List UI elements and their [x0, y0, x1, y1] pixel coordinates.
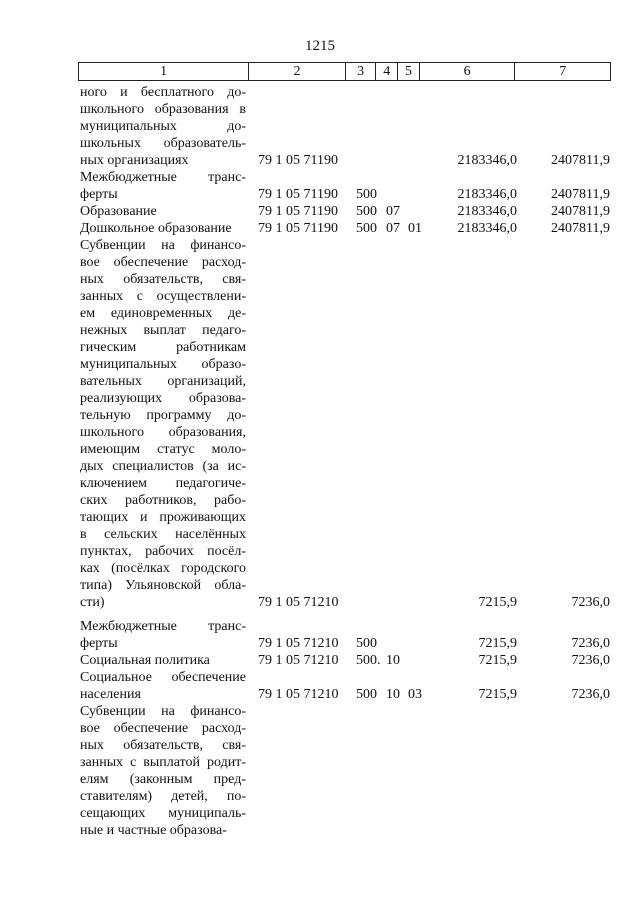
description-line: дых специалистов (за ис- — [80, 459, 246, 474]
expense-type: 500 — [356, 204, 377, 219]
description-line: школьного образования в — [80, 102, 246, 117]
description-line: тельную программу до- — [80, 408, 246, 423]
description-line: сещающих муниципаль- — [80, 806, 246, 821]
description-line: в сельских населённых — [80, 527, 246, 542]
column-header-5: 5 — [398, 63, 420, 81]
row-description — [80, 203, 246, 220]
row-description — [80, 669, 246, 703]
column-header-6: 6 — [419, 63, 515, 81]
amount-col7: 2407811,9 — [551, 153, 610, 168]
description-line: Дошкольное образование — [80, 221, 232, 236]
description-line: ферты — [80, 187, 118, 202]
description-line: Социальное обеспечение — [80, 670, 246, 685]
description-line: нежных выплат педаго- — [80, 323, 246, 338]
amount-col6: 7215,9 — [478, 636, 517, 651]
row-description — [80, 237, 246, 611]
description-line: ных обязательств, свя- — [80, 738, 246, 753]
description-line: елям (законным пред- — [80, 772, 246, 787]
description-line: вое обеспечение расход- — [80, 255, 246, 270]
amount-col7: 7236,0 — [571, 687, 610, 702]
description-line: ских работников, рабо- — [80, 493, 246, 508]
budget-code: 79 1 05 71210 — [258, 595, 339, 610]
page-number: 1215 — [305, 38, 335, 54]
amount-col7: 7236,0 — [571, 653, 610, 668]
description-line: сти) — [80, 595, 105, 610]
description-line: школьных образователь- — [80, 136, 246, 151]
description-line: Образование — [80, 204, 157, 219]
description-line: Межбюджетные транс- — [80, 619, 246, 634]
budget-code: 79 1 05 71190 — [258, 221, 338, 236]
row-description — [80, 618, 246, 652]
description-line: ферты — [80, 636, 118, 651]
amount-col7: 2407811,9 — [551, 204, 610, 219]
row-description — [80, 84, 246, 169]
description-line: муниципальных до- — [80, 119, 246, 134]
table-row — [0, 169, 640, 203]
budget-code: 79 1 05 71190 — [258, 204, 338, 219]
description-line: Субвенции на финансо- — [80, 238, 246, 253]
expense-type: 500 — [356, 636, 377, 651]
description-line: ных организациях — [80, 153, 189, 168]
description-line: школьного образования, — [80, 425, 246, 440]
section: 07 — [386, 204, 400, 219]
budget-code: 79 1 05 71210 — [258, 653, 339, 668]
description-line: ключением педагогиче- — [80, 476, 246, 491]
row-description — [80, 169, 246, 203]
table-row — [0, 618, 640, 652]
amount-col7: 2407811,9 — [551, 187, 610, 202]
description-line: Социальная политика — [80, 653, 210, 668]
table-row — [0, 703, 640, 839]
description-line: гическим работникам — [80, 340, 246, 355]
amount-col7: 7236,0 — [571, 595, 610, 610]
description-line: ных обязательств, свя- — [80, 272, 246, 287]
description-line: ках (посёлках городского — [80, 561, 246, 576]
row-description — [80, 220, 246, 237]
amount-col6: 2183346,0 — [457, 221, 517, 236]
description-line: типа) Ульяновской обла- — [80, 578, 246, 593]
description-line: имеющим статус моло- — [80, 442, 246, 457]
column-header-row — [78, 62, 611, 81]
budget-code: 79 1 05 71190 — [258, 187, 338, 202]
description-line: ного и бесплатного до- — [80, 85, 246, 100]
expense-type: 500. — [356, 653, 381, 668]
amount-col6: 2183346,0 — [457, 187, 517, 202]
table-row — [0, 220, 640, 237]
subsection: 03 — [408, 687, 422, 702]
amount-col7: 7236,0 — [571, 636, 610, 651]
description-line: реализующих образова- — [80, 391, 246, 406]
table-row — [0, 237, 640, 611]
subsection: 01 — [408, 221, 422, 236]
section: 10 — [386, 687, 400, 702]
section: 10 — [386, 653, 400, 668]
description-line: Субвенции на финансо- — [80, 704, 246, 719]
table-row — [0, 669, 640, 703]
description-line: пунктах, рабочих посёл- — [80, 544, 246, 559]
amount-col6: 7215,9 — [478, 687, 517, 702]
table-row — [0, 203, 640, 220]
amount-col6: 2183346,0 — [457, 204, 517, 219]
column-header-2: 2 — [249, 63, 346, 81]
description-line: тающих и проживающих — [80, 510, 246, 525]
expense-type: 500 — [356, 221, 377, 236]
description-line: ем единовременных де- — [80, 306, 246, 321]
amount-col7: 2407811,9 — [551, 221, 610, 236]
description-line: вательных организаций, — [80, 374, 246, 389]
description-line: ные и частные образова- — [80, 823, 227, 838]
description-line: населения — [80, 687, 141, 702]
description-line: муниципальных образо- — [80, 357, 246, 372]
budget-code: 79 1 05 71190 — [258, 153, 338, 168]
description-line: Межбюджетные транс- — [80, 170, 246, 185]
budget-code: 79 1 05 71210 — [258, 636, 339, 651]
description-line: ставителям) детей, по- — [80, 789, 246, 804]
table-row — [0, 84, 640, 169]
budget-code: 79 1 05 71210 — [258, 687, 339, 702]
section: 07 — [386, 221, 400, 236]
row-description — [80, 652, 246, 669]
column-header-3: 3 — [345, 63, 376, 81]
expense-type: 500 — [356, 687, 377, 702]
amount-col6: 2183346,0 — [457, 153, 517, 168]
description-line: вое обеспечение расход- — [80, 721, 246, 736]
row-description — [80, 703, 246, 839]
description-line: занных с выплатой родит- — [80, 755, 246, 770]
column-header-1: 1 — [79, 63, 249, 81]
description-line: занных с осуществлени- — [80, 289, 246, 304]
column-header-4: 4 — [376, 63, 398, 81]
table-row — [0, 652, 640, 669]
amount-col6: 7215,9 — [478, 595, 517, 610]
amount-col6: 7215,9 — [478, 653, 517, 668]
column-header-7: 7 — [515, 63, 611, 81]
expense-type: 500 — [356, 187, 377, 202]
